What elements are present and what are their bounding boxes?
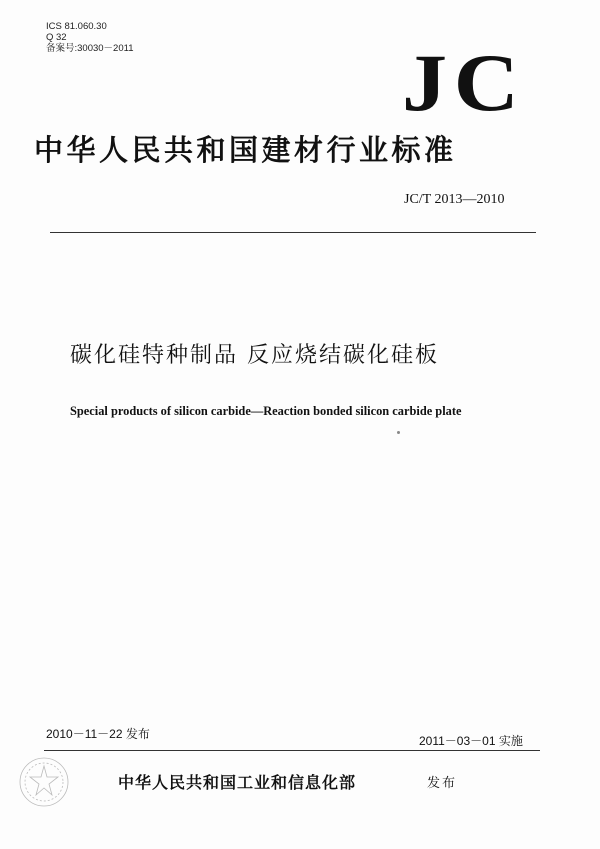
implementation-date: 2011－03－01 实施 [419, 734, 523, 748]
ics-code: ICS 81.060.30 [46, 21, 107, 32]
industry-standard-title: 中华人民共和国建材行业标准 [34, 133, 457, 167]
scan-speck [397, 431, 400, 434]
jc-logo: JC [402, 37, 526, 128]
document-title-english: Special products of silicon carbide—Reaction bonded silicon carbide plate [70, 404, 462, 418]
standard-number: JC/T 2013—2010 [404, 192, 505, 207]
official-seal-icon [14, 752, 74, 812]
top-divider [50, 232, 536, 233]
issue-date: 2010－11－22 发布 [46, 727, 150, 741]
classification-block [46, 21, 134, 54]
document-title-chinese: 碳化硅特种制品 反应烧结碳化硅板 [70, 343, 439, 368]
ccs-code: Q 32 [46, 32, 67, 43]
bottom-divider [44, 750, 540, 751]
publisher-action: 发布 [427, 776, 458, 791]
filing-number: 备案号:30030－2011 [46, 43, 134, 54]
publisher-name: 中华人民共和国工业和信息化部 [118, 773, 357, 792]
